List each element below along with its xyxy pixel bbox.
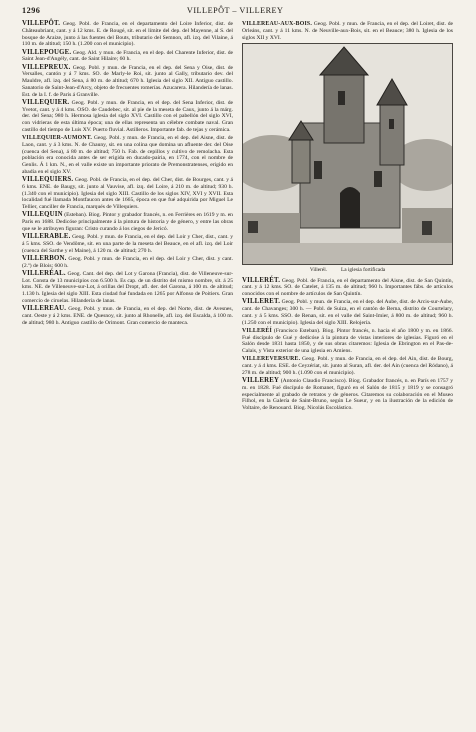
church-illustration <box>242 43 453 274</box>
entry-text: (Francisco Esteban). Biog. Pintor francés, n. hacia el año 1800 y m. en 1866. Fué discípulo de Gué y dedicóse á la pintura de vistas interiores de iglesias. Figuró en el Salón desde 1831 hasta 1850, y de sus obras citaremos: Iglesia de Ebrington en el Pas-de-Calais, y Vista exterior de una iglesia en Amiens. <box>242 327 453 354</box>
two-column-body <box>22 21 454 413</box>
entry-text: Geog. Pobl. y mun. de Francia, en el dep. del Aisne, dist. de Laon, cant. y á 3 kms. N. de Chauny, sit. en una colina que domina un afluente der. del Oise (cuenca del Sena), á 80 m. de altitud; 750 h. Fab. de cepillos y cultivo de remolacha. Esta población era conocida antes de ser erigida en ducado-paíria, en 1774, con el nombre de Genlis. Á 1 km. N., en el valle existe un importante priorato de Premonstratenses, erigido en abadía en el siglo XV. <box>22 135 233 175</box>
right-column-top <box>242 21 453 41</box>
dictionary-entry <box>22 21 233 48</box>
entry-text: Geog. Pobl. y mun. de Francia, en el dep. del Sena y Oise, dist. de Versalles, cantón y á 7 kms. SO. de Marly-le Roi, sit. junto al Gally, tributario dev. del Mauldre, afl. izq. del Sena, á 80 m. de altitud; 670 h. Iglesia del siglo XII. Antiguo castillo. Sanatorio de Saint-Jean-d'Arcy, objeto de frecuentes romerías. Azucarera. Hilandería de lanas. Est. de la I. f. de París á Granville. <box>22 64 233 98</box>
entry-headword: VILLEREAU. <box>22 305 67 312</box>
dictionary-entry <box>22 271 233 305</box>
entry-text: Geog. Ald. y mun. de Francia, en el dep. del Charente Inferior, dist. de Saint Jean-d'Angély, cant. de Saint Hilaire; 60 h. <box>22 49 233 63</box>
entry-headword: VILLEPREUX. <box>22 63 71 71</box>
entry-text: Geog. Pobl. y mun. de Francia, en el dep. del Sena Inferior, dist. de Yvetot, cant. y á 4 kms. OSO. de Caudebec, sit. al pie de la meseta de Caux, junto á la márg. der. del Sena; 980 h. Hermosa iglesia del siglo XVI. Castillo con el pabellón del siglo XVI, con vidrieras de esta última época; una de ellas representa un célebre combate naval. Gran castillo del tiempo de Luis XV. Puerto fluvial. Astilleros. Importante fab. de tejas y cerámica. <box>22 99 233 133</box>
entry-headword: VILLEQUIERS. <box>22 176 74 183</box>
dictionary-entry <box>22 65 233 99</box>
entry-headword: VILLEPÔT. <box>22 20 61 27</box>
dictionary-entry <box>242 378 453 412</box>
caption-place: Villerél. <box>309 266 328 273</box>
entry-text: (Antonio Claudio Francisco). Biog. Grabador francés, n. en París en 1757 y m. en 1828. Fué discípulo de Romanet, figuró en el Salón de 1815 y 1819 y se consagró especialmente al grabado de retratos y de géneros. Citaremos su colaboración en el Museo Filhol, en la Galería de Saint-Bruno, según Le Sueur, y en la ilustración de la edición de Voltaire, de Renouard. Biog. Nicolás Escolástico. <box>242 378 453 411</box>
caption-text: La iglesia fortificada <box>341 266 386 273</box>
page-number: 1296 <box>22 6 41 15</box>
dictionary-entry <box>22 256 233 270</box>
entry-headword: VILLEQUIER-AUMONT. <box>22 135 93 141</box>
entry-headword: VILLERBON. <box>22 254 67 262</box>
entry-text: Geog. Pobl. y mun. de Francia, en el dep. del Loir y Cher, dist., cant. y á 5 kms. SSO. de Vendôme, sit. en una parte de la meseta del Beauce, en el afl. izq. del Loir (cuenca del Sarthe y el Maine), á 120 m. de altitud; 270 h. <box>22 234 233 254</box>
entry-headword: VILLEPOUGE. <box>22 48 72 56</box>
dictionary-entry <box>22 135 233 176</box>
entry-text: (Esteban). Biog. Pintor y grabador francés, n. en Ferrières en 1619 y m. en París en 1688. Dedicóse principalmente á la pintura de historia y de género, y entre las obras que se le atribuyen figuran: Cristo curando á los ciegos de Jericó. <box>22 212 233 232</box>
entry-headword: VILLERET. <box>242 298 281 306</box>
dictionary-entry <box>242 21 453 41</box>
right-column <box>242 21 453 413</box>
entry-text: Geog. Cant. del dep. del Lot y Garona (Francia), dist. de Villeneuve-sur-Lot. Consta de 13 municipios con 6.500 h. Es cap. de un distrito del mismo nombre, sit. á 25 kms. NE. de Villeneuve-sur-Lot, á orillas del Dropt, afl. der. del Garona, á 100 m. de altitud; 1.130 h. Iglesia del siglo XIII. Esta ciudad fué fundada en 1265 por Alfonso de Poitiers. Gran comercio de ciruelas. Hilandería de lanas. <box>22 270 233 304</box>
entry-headword: VILLEREY <box>242 377 280 384</box>
running-header <box>22 6 454 15</box>
dictionary-entry <box>22 177 233 211</box>
entry-text: Geog. Pobl. de Francia, en el departamento del Loire Inferior, dist. de Châteaubriant, cant. y á 12 kms. E. de Rougé, sit. en el límite del dep. del Mayenne, al S. del bosque de Araize, junto á las fuentes del Bouts, tributario del Semnon, afl. izq. del Vilaine, á 110 m. de altitud; 150 h. (1.200 con el municipio). <box>22 21 233 48</box>
dictionary-entry <box>242 356 453 376</box>
dictionary-entry <box>242 328 453 355</box>
dictionary-entry <box>22 234 233 254</box>
right-column-bottom <box>242 278 453 412</box>
entry-headword: VILLEREVERSURE. <box>242 356 301 363</box>
running-title: VILLEPÔT – VILLEREY <box>186 6 284 15</box>
entry-text: Geog. Pobl. y mun. de Francia, en el dep. del Norte, dist. de Avesnes, cant. Oeste y á 2 kms. ENE. de Quesnoy, sit. junto al Rhonelle, afl. izq. del Escalda, á 100 m. de altitud; 980 h. Antiguo castillo de Orimont. Gran comercio de manteca. <box>22 306 233 326</box>
entry-headword: VILLEQUIN <box>22 211 63 219</box>
dictionary-entry <box>22 306 233 326</box>
entry-headword: VILLERÉÍ <box>242 327 272 334</box>
entry-headword: VILLERABLE. <box>22 233 71 240</box>
dictionary-entry <box>242 278 453 298</box>
left-column <box>22 21 233 413</box>
entry-headword: VILLERÉAL. <box>22 269 66 277</box>
dictionary-entry <box>242 299 453 326</box>
figure-caption <box>242 267 453 274</box>
entry-headword: VILLEQUIER. <box>22 98 70 106</box>
entry-headword: VILLERÉT. <box>242 276 281 284</box>
entry-text: Geog. Pobl. de Francia, en el departamento del Aisne, dist. de San Quintín, cant. y á 12 kms. SO. de Catelet, á 135 m. de altitud; 960 h. Importantes fábs. de artículos conocidos con el nombre de artículos de San Quintín. <box>242 277 453 297</box>
entry-text: Geog. Pobl. y mun. de Francia, en el dep. del Ain, dist. de Bourg, cant. y á 4 kms. ESE. de Ceyzériat, sit. junto al Suran, afl. der. del Ain (cuenca del Ródano), á 278 m. de altitud; 900 h. (1.090 con el municipio). <box>242 356 453 376</box>
entry-text: Geog. Pobl. y mun. de Francia, en el dep. del Loir y Cher, dist. y cant. (2.º) de Blois; 600 h. <box>22 255 233 269</box>
entry-text: Geog. Pobl. y mun. de Francia, en el dep. del Loiret, dist. de Orleáns, cant. y á 11 kms. N. de Neuville-aux-Bois, sit. en el Beauce; 380 h. Iglesia de los siglos XII y XVI. <box>242 21 454 41</box>
dictionary-entry <box>22 50 233 64</box>
entry-text: Geog. Pobl. y mun. de Francia, en el dep. del Aube, dist. de Arcis-sur-Aube, cant. de Chavanges; 300 h. — Pobl. de Suiza, en el cantón de Berna, distrito de Courtelary, cant. y á 5 kms. SSO. de Renan, sit. en el valle del Saint-Imier, á 800 m. de altitud; 960 h. (1.250 con el municipio). Iglesia del siglo XIII. Relojería. <box>242 299 453 326</box>
entry-headword: VILLEREAU-AUX-BOIS. <box>242 21 312 27</box>
entry-text: Geog. Pobl. de Francia, en el dep. del Cher, dist. de Bourges, cant. y á 6 kms. ENE. de Baugy, sit. junto al Vauvise, afl. izq. del Loire, á 210 m. de altitud; 930 h. (1.340 con el municipio). Iglesia del siglo XIII. Castillo de los siglos XIV, XVI y XVII. Esta localidad fué llamada Montfaucon antes de 1665, época en que fué adquirida por Miguel Le Tellier, canciller de Francia, marqués de Villequiers. <box>22 177 233 210</box>
dictionary-entry <box>22 212 233 232</box>
fortified-church-image <box>242 43 453 265</box>
dictionary-entry <box>22 100 233 134</box>
